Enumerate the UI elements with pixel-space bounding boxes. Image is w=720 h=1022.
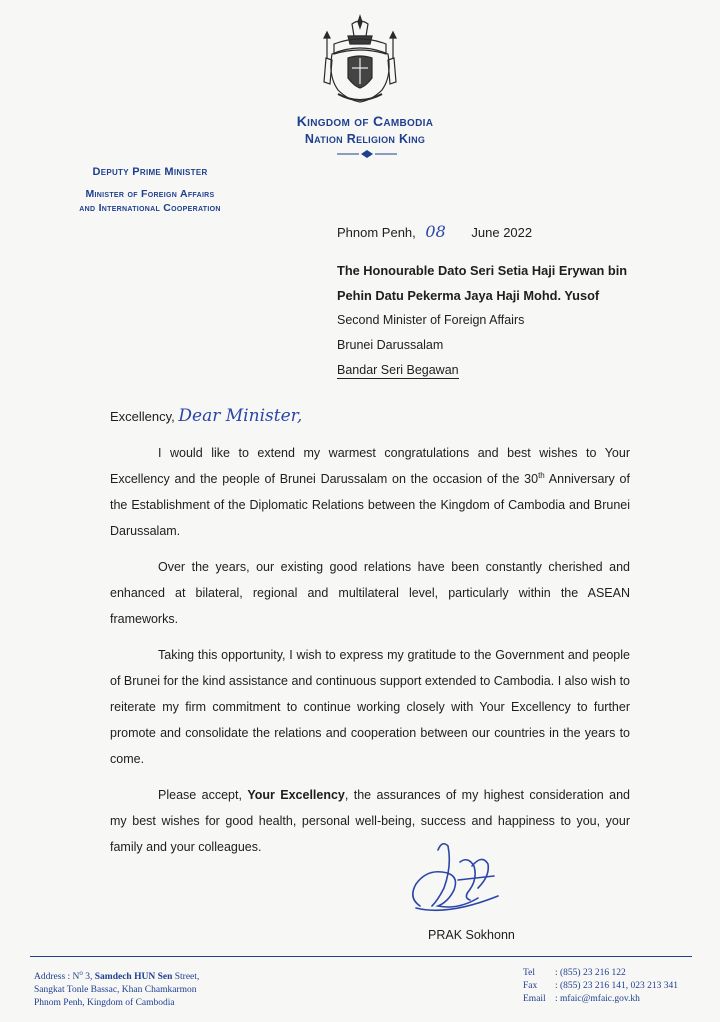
royal-arms-emblem — [318, 14, 402, 106]
footer-contacts — [523, 967, 678, 1006]
addressee-title: Second Minister of Foreign Affairs — [337, 313, 525, 327]
addressee-country: Brunei Darussalam — [337, 338, 444, 352]
addressee-name-2: Pehin Datu Pekerma Jaya Haji Mohd. Yusof — [337, 288, 600, 303]
salutation-comma: , — [296, 406, 303, 426]
salutation-handwritten: Dear Minister — [178, 406, 297, 426]
ministry-title-2: Minister of Foreign Affairs — [85, 188, 215, 200]
tel-row — [523, 967, 678, 980]
address-line-2: Sangkat Tonle Bassac, Khan Chamkarmon — [34, 985, 197, 996]
address-line-1 — [34, 967, 199, 984]
paragraph-1-text-b: Anniversary of the Establishment of the Diplomatic Relations between the Kingdom of Cambodia and Brunei Darussalam. — [110, 472, 630, 538]
paragraph-4-bold: Your Excellency — [247, 788, 345, 802]
paragraph-4-text-a: Please accept, — [158, 788, 248, 802]
salutation — [110, 406, 302, 426]
paragraph-1 — [110, 440, 630, 544]
kingdom-header — [250, 113, 480, 146]
address-street-suffix: Street, — [172, 972, 200, 983]
fax-row — [523, 980, 678, 993]
ornament-divider — [337, 150, 397, 158]
paragraph-4-text-b: , the assurances of my highest consideration and my best wishes for good health, personal well-being, success and happiness to you, your family and your colleagues. — [110, 788, 631, 854]
salutation-printed: Excellency, — [110, 409, 175, 424]
paragraph-4 — [110, 782, 630, 860]
addressee-name-1: The Honourable Dato Seri Setia Haji Erywan bin — [337, 263, 628, 278]
paragraph-2: Over the years, our existing good relations have been constantly cherished and enhanced at bilateral, regional and multilateral level, particularly within the ASEAN frameworks. — [110, 560, 630, 626]
letter-date — [337, 222, 532, 241]
address-line-3: Phnom Penh, Kingdom of Cambodia — [34, 998, 175, 1009]
tel-value: : (855) 23 216 122 — [555, 968, 626, 978]
address-label: Address : N — [34, 972, 80, 983]
national-motto: Nation Religion King — [304, 132, 426, 146]
ministry-title-3: and International Cooperation — [79, 202, 221, 214]
kingdom-title: Kingdom of Cambodia — [296, 113, 434, 129]
footer-address — [34, 967, 199, 1010]
fax-label: Fax — [523, 981, 538, 991]
address-sup: o — [79, 969, 83, 977]
signatory-name: PRAK Sokhonn — [428, 928, 515, 942]
ministry-title-1: Deputy Prime Minister — [92, 166, 208, 178]
ordinal-suffix: th — [538, 470, 545, 480]
paragraph-1-text-a: I would like to extend my warmest congratulations and best wishes to Your Excellency and the people of Brunei Darussalam on the occasion of the 30 — [110, 446, 630, 486]
ministry-header — [30, 166, 270, 214]
address-number: 3, — [82, 972, 95, 983]
email-label: Email — [523, 994, 546, 1004]
handwritten-signature — [408, 836, 508, 920]
paragraph-3: Taking this opportunity, I wish to express my gratitude to the Government and people of Brunei for the kind assistance and continuous support extended to Cambodia. I also wish to reiterate my firm commitment to continue working closely with Your Excellency to further promote and consolidate the relations and cooperation between our countries in the years to come. — [110, 648, 630, 766]
addressee-city: Bandar Seri Begawan — [337, 363, 459, 377]
letter-body — [110, 440, 630, 870]
email-value[interactable]: : mfaic@mfaic.gov.kh — [555, 994, 640, 1004]
address-street: Samdech HUN Sen — [94, 972, 173, 983]
tel-label: Tel — [523, 968, 535, 978]
fax-value: : (855) 23 216 141, 023 213 341 — [555, 981, 678, 991]
email-row — [523, 993, 678, 1006]
date-month-year: June 2022 — [471, 225, 533, 240]
date-place: Phnom Penh, — [337, 225, 416, 240]
footer-divider — [30, 956, 692, 957]
addressee-block — [337, 258, 627, 383]
date-day-handwritten: 08 — [425, 222, 446, 241]
